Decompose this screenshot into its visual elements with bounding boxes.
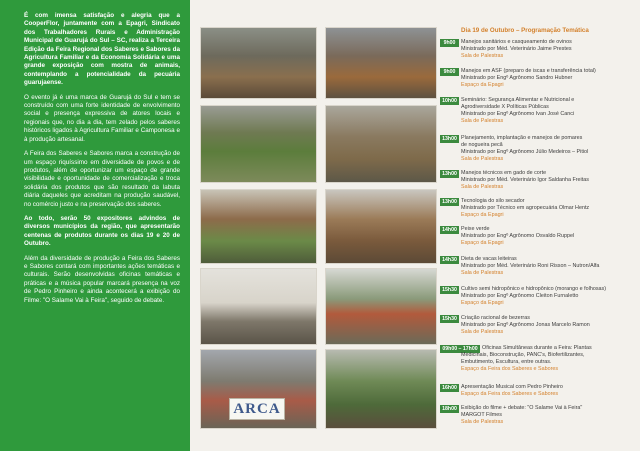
event-line: Ministrado por Engº Agrônomo Cleiton Furnaletto xyxy=(461,293,579,299)
intro-paragraph-5: Além da diversidade de produção a Feira dos Saberes e Sabores contará com importantes ações temáticas e culturais. Serão desenvolvidas oficinas temáticas e práticas e a música popular marcará presença na voz de Pedro Pinheiro e ainda acontecerá a exibição do Filme: "O Salame Vai à Feira", seguido de debate. xyxy=(24,254,180,304)
intro-paragraph-1: É com imensa satisfação e alegria que a CooperFlor, juntamente com a Epagri, Sindicato dos Trabalhadores Rurais e Administração Municipal de Guarujá do Sul – SC, realiza a Terceira Edição da Feira Regional dos Saberes e Sabores da Agricultura Familiar e da Economia Solidária e uma grande exposição com mostra de animais, contemplando a potencialidade da pecuária guarujaense. xyxy=(24,12,180,87)
event-time: 10h00 xyxy=(440,97,459,105)
event-line: MARGOT Filmes xyxy=(461,412,502,418)
event-line: Agrodiversidade X Políticas Públicas xyxy=(461,104,549,110)
event-line: Ministrado por Engº Agrônomo Osvaldo Ruppel xyxy=(461,233,575,239)
photo-tent-crowd xyxy=(200,268,317,345)
event-time: 9h00 xyxy=(440,68,459,76)
event-line: Ministrado por Engº Agrônomo Ivan José Canci xyxy=(461,111,575,117)
event-line: Ministrado por Méd. Veterinário Igor Saldanha Freitas xyxy=(461,177,589,183)
event-line: Ministrado por Técnico em agropecuária Olmar Hentz xyxy=(461,205,590,211)
event-place: Espaço da Epagri xyxy=(461,212,504,218)
intro-paragraph-4: Ao todo, serão 50 expositores advindos de diversos municípios da região, que apresentarão centenas de produtos durante os dias 19 e 20 de Outubro. xyxy=(24,214,180,248)
event-line: Seminário: Segurança Alimentar e Nutricional e xyxy=(461,97,575,103)
event-line: Ministrado por Engº Agrônomo Júlio Medeiros – Pitiol xyxy=(461,149,589,155)
intro-paragraph-2: O evento já é uma marca de Guarujá do Sul e tem se construído com uma forte identidade de envolvimento social e presença expressiva de atores locais e regionais que, no dia a dia, tem zelado pelos saberes históricos ligados à Agricultura Familiar e Camponesa e à produção artesanal. xyxy=(24,93,180,143)
event-line: Tecnologia do silo secador xyxy=(461,198,525,204)
event-place: Sala de Palestras xyxy=(461,184,504,190)
event-line: Cultivo semi hidropônico e hidropônico (morango e folhosas) xyxy=(461,286,607,292)
event-line: Manejos sanitários e casqueamento de ovinos xyxy=(461,39,572,45)
event-place: Sala de Palestras xyxy=(461,156,504,162)
photo-products-table xyxy=(325,105,437,183)
photo-visitors-table xyxy=(325,27,437,99)
photo-vegetable-stand xyxy=(200,105,317,183)
event-time: 13h00 xyxy=(440,135,459,143)
event-place: Espaço da Feira dos Saberes e Sabores xyxy=(461,391,559,397)
intro-panel xyxy=(0,0,190,451)
event-line: Manejos técnicos em gado de corte xyxy=(461,170,547,176)
intro-paragraph-3: A Feira dos Saberes e Sabores marca a construção de um espaço riquíssimo em diversidade de povos e de produtos, além de oportunizar um espaço de grande visibilidade e oportunidade de comercialização e troca solidária dos produtos que são resultado da labuta diária daqueles que acreditam na produção saudável, no comércio justo e na preservação dos saberes. xyxy=(24,150,180,208)
schedule-title: Dia 19 de Outubro – Programação Temática xyxy=(461,27,589,34)
event-place: Espaço da Epagri xyxy=(461,300,504,306)
event-line: Ministrado por Méd. Veterinário Roni Risson – Nutron/Alfa xyxy=(461,263,600,269)
event-time: 9h00 xyxy=(440,39,459,47)
event-time: 09h00 – 17h00 xyxy=(440,345,480,353)
event-line: Ministrado por Engº Agrônomo Jonas Marcelo Ramon xyxy=(461,322,590,328)
event-place: Espaço da Epagri xyxy=(461,82,504,88)
event-line: Ministrado por Méd. Veterinário Jaime Prestes xyxy=(461,46,572,52)
event-line: Ministrado por Engº Agrônomo Sandro Hubner xyxy=(461,75,573,81)
event-time: 15h30 xyxy=(440,315,459,323)
event-line: Planejamento, implantação e manejos de pomares xyxy=(461,135,583,141)
photo-jars-display xyxy=(200,189,317,264)
event-time: 15h30 xyxy=(440,286,459,294)
event-line: Peixe verde xyxy=(461,226,490,232)
event-time: 14h00 xyxy=(440,226,459,234)
event-line: de nogueira pecã xyxy=(461,142,503,148)
event-time: 14h30 xyxy=(440,256,459,264)
event-line: Dieta de vacas leiteiras xyxy=(461,256,517,262)
event-place: Sala de Palestras xyxy=(461,53,504,59)
event-line: Criação racional de bezerras xyxy=(461,315,530,321)
event-place: Sala de Palestras xyxy=(461,270,504,276)
event-time: 16h00 xyxy=(440,384,459,392)
photo-wooden-crafts xyxy=(325,189,437,264)
event-place: Espaço da Epagri xyxy=(461,240,504,246)
event-time: 13h00 xyxy=(440,170,459,178)
event-line: Oficinas Simultâneas durante a Feira: Plantas xyxy=(482,345,592,351)
event-place: Sala de Palestras xyxy=(461,118,504,124)
event-line: Manejos em ASF (preparo de iscas e transferência total) xyxy=(461,68,596,74)
photo-people-outdoors xyxy=(325,268,437,345)
event-time: 13h00 xyxy=(440,198,459,206)
event-line: Medicinais, Bioconstrução, PANC's, Biofertilizantes, xyxy=(461,352,585,358)
photo-garden-people xyxy=(325,349,437,429)
event-place: Espaço da Feira dos Saberes e Sabores xyxy=(461,366,559,372)
event-time: 18h00 xyxy=(440,405,459,413)
event-place: Sala de Palestras xyxy=(461,419,504,425)
photo-market-stalls xyxy=(200,27,317,99)
event-place: Sala de Palestras xyxy=(461,329,504,335)
arca-sign: ARCA xyxy=(229,398,285,420)
event-line: Exibição do filme + debate: "O Salame Vai à Feira" xyxy=(461,405,583,411)
event-line: Embutimento, Escultura, entre outras. xyxy=(461,359,552,365)
event-line: Apresentação Musical com Pedro Pinheiro xyxy=(461,384,563,390)
